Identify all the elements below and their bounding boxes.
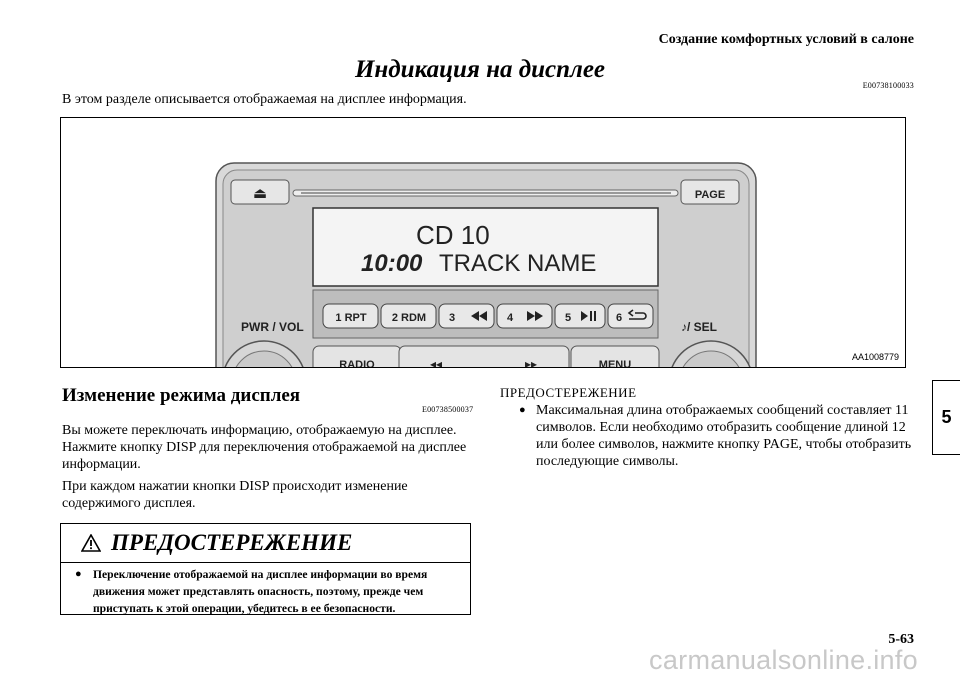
note-title: ПРЕДОСТЕРЕЖЕНИЕ [500, 385, 637, 400]
warning-icon [81, 534, 101, 552]
warning-bullet: ● [75, 568, 82, 580]
page-number: 5-63 [888, 632, 914, 647]
chapter-header: Создание комфортных условий в салоне [658, 32, 914, 47]
pwr-vol-label: PWR / VOL [241, 320, 304, 334]
seek-back-icon: ◂◂ [429, 357, 443, 368]
warning-title: ПРЕДОСТЕРЕЖЕНИЕ [111, 530, 353, 555]
display-time: 10:00 [361, 250, 423, 277]
paragraph-1: Вы можете переключать информацию, отображаемую на дисплее. Нажмите кнопку DISP для переключения отображаемой на дисплее информации. [62, 423, 467, 472]
chapter-tab: 5 [932, 380, 960, 455]
warning-header [61, 524, 470, 563]
preset-1-label: 1 RPT [335, 312, 367, 324]
intro-text: В этом разделе описывается отображаемая на дисплее информация. [62, 92, 467, 107]
preset-buttons [323, 304, 653, 328]
radio-button-label: RADIO [339, 359, 375, 368]
preset-3-label: 3 [449, 312, 456, 324]
note-text: Максимальная длина отображаемых сообщений составляет 11 символов. Если необходимо отобразить сообщение длиной 12 или более символов, нажмите кнопку PAGE, чтобы отобразить последующие символы. [536, 403, 912, 469]
subsection-code: E00738500037 [422, 405, 474, 414]
preset-5-label: 5 [565, 312, 572, 324]
sel-label: ♪/ SEL [681, 320, 718, 334]
display-track: TRACK NAME [439, 250, 597, 277]
section-code: E00738100033 [862, 81, 914, 90]
warning-box [60, 523, 471, 615]
radio-illustration [61, 118, 906, 368]
note-content [519, 402, 914, 470]
section-title: Индикация на дисплее [354, 56, 606, 83]
menu-button-label: MENU [598, 359, 632, 368]
preset-6-label: 6 [616, 312, 623, 324]
page-button-label: PAGE [694, 189, 726, 201]
note-bullet: ● [519, 404, 526, 416]
eject-icon: ⏏ [252, 185, 268, 202]
preset-4-label: 4 [507, 312, 514, 324]
watermark: carmanualsonline.info [649, 645, 918, 675]
subsection-title: Изменение режима дисплея [62, 385, 301, 406]
warning-text: Переключение отображаемой на дисплее информации во время движения может представлять опасность, поэтому, прежде чем приступать к этой операции, убедитесь в ее безопасности. [93, 568, 428, 615]
display-line1: CD 10 [416, 220, 490, 250]
preset-2-label: 2 RDM [391, 312, 427, 324]
warning-content [75, 566, 462, 617]
seek-forward-icon: ▸▸ [524, 357, 538, 368]
radio-figure [60, 117, 906, 368]
paragraph-2: При каждом нажатии кнопки DISP происходит изменение содержимого дисплея. [62, 479, 408, 511]
figure-label: AA1008779 [851, 352, 899, 362]
